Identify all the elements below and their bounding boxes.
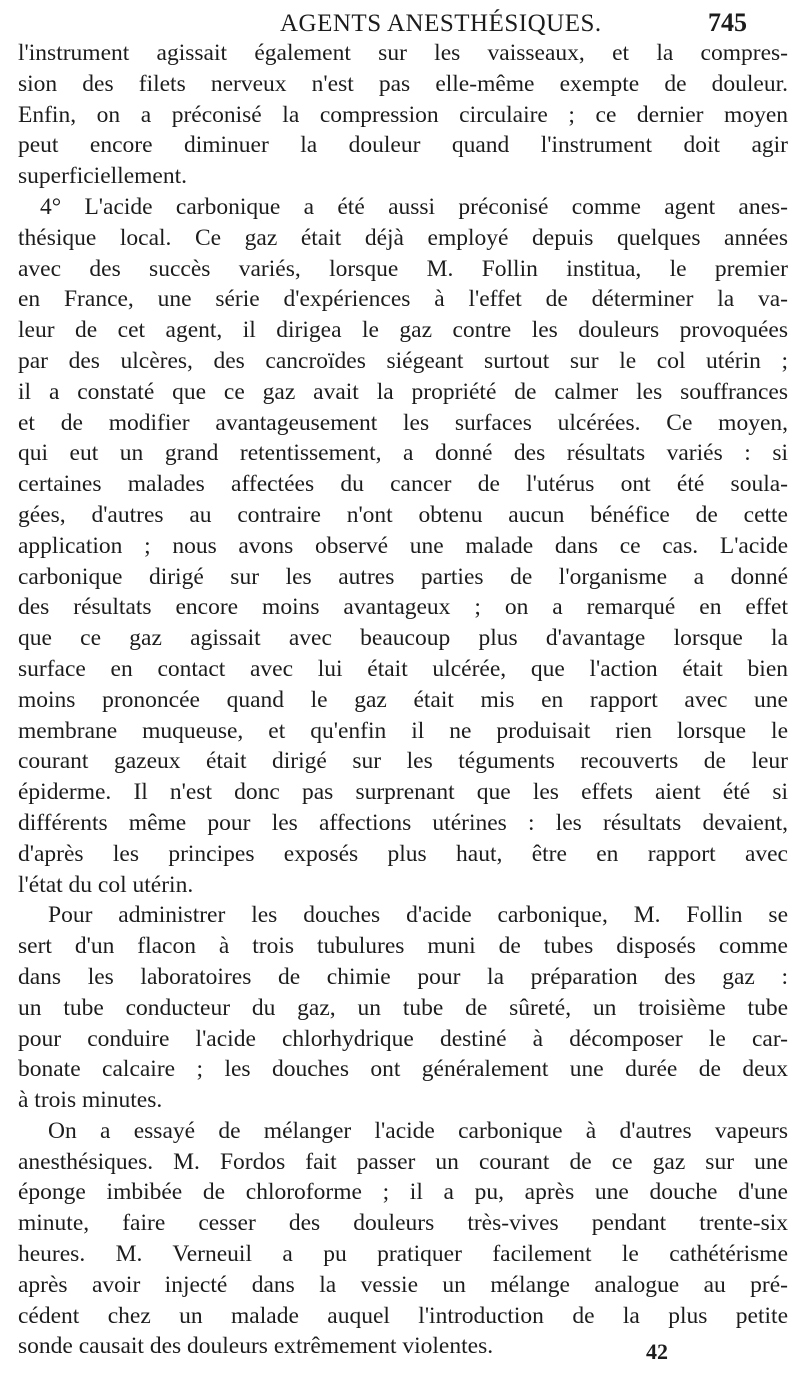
body-text <box>18 38 788 1362</box>
text-line: éponge imbibée de chloroforme ; il a pu, après une douche d'une <box>18 1179 788 1206</box>
text-line: sion des filets nerveux n'est pas elle-même exempte de douleur. <box>18 70 788 97</box>
text-line: minute, faire cesser des douleurs très-vives pendant trente-six <box>18 1210 788 1237</box>
text-line: peut encore diminuer la douleur quand l'instrument doit agir <box>18 132 788 159</box>
text-line: avec des succès variés, lorsque M. Follin institua, le premier <box>18 255 788 282</box>
text-line: 4° L'acide carbonique a été aussi préconisé comme agent anes- <box>40 193 788 220</box>
text-line: thésique local. Ce gaz était déjà employé depuis quelques années <box>18 224 788 251</box>
text-line: épiderme. Il n'est donc pas surprenant que les effets aient été si <box>18 779 788 806</box>
text-line: d'après les principes exposés plus haut, être en rapport avec <box>18 840 788 867</box>
text-line: bonate calcaire ; les douches ont généralement une durée de deux <box>18 1056 788 1083</box>
text-line: anesthésiques. M. Fordos fait passer un courant de ce gaz sur une <box>18 1148 788 1175</box>
text-line: leur de cet agent, il dirigea le gaz contre les douleurs provoquées <box>18 317 788 344</box>
signature-mark: 42 <box>646 1339 668 1364</box>
text-line: différents même pour les affections utérines : les résultats devaient, <box>18 809 788 836</box>
text-line: membrane muqueuse, et qu'enfin il ne produisait rien lorsque le <box>18 717 788 744</box>
text-line: par des ulcères, des cancroïdes siégeant surtout sur le col utérin ; <box>18 347 788 374</box>
text-line: il a constaté que ce gaz avait la propriété de calmer les souffrances <box>18 378 788 405</box>
text-line: superficiellement. <box>18 163 187 190</box>
text-line: surface en contact avec lui était ulcérée, que l'action était bien <box>18 655 788 682</box>
text-line: qui eut un grand retentissement, a donné des résultats variés : si <box>18 440 788 467</box>
text-line: certaines malades affectées du cancer de l'utérus ont été soula- <box>18 471 788 498</box>
text-line: carbonique dirigé sur les autres parties de l'organisme a donné <box>18 563 788 590</box>
text-line: courant gazeux était dirigé sur les téguments recouverts de leur <box>18 748 788 775</box>
text-line: application ; nous avons observé une malade dans ce cas. L'acide <box>18 532 788 559</box>
running-title: AGENTS ANESTHÉSIQUES. <box>280 10 602 37</box>
text-line: dans les laboratoires de chimie pour la préparation des gaz : <box>18 963 788 990</box>
text-line: que ce gaz agissait avec beaucoup plus d'avantage lorsque la <box>18 625 788 652</box>
text-line: pour conduire l'acide chlorhydrique destiné à décomposer le car- <box>18 1025 788 1052</box>
text-line: sert d'un flacon à trois tubulures muni de tubes disposés comme <box>18 933 788 960</box>
text-line: à trois minutes. <box>18 1087 163 1114</box>
text-line: Enfin, on a préconisé la compression circulaire ; ce dernier moyen <box>18 101 788 128</box>
text-line: l'état du col utérin. <box>18 871 194 898</box>
text-line: après avoir injecté dans la vessie un mélange analogue au pré- <box>18 1271 788 1298</box>
text-line: heures. M. Verneuil a pu pratiquer facilement le cathétérisme <box>18 1241 788 1268</box>
text-line: gées, d'autres au contraire n'ont obtenu aucun bénéfice de cette <box>18 501 788 528</box>
text-line: en France, une série d'expériences à l'effet de déterminer la va- <box>18 286 788 313</box>
text-line: des résultats encore moins avantageux ; on a remarqué en effet <box>18 594 788 621</box>
text-line: On a essayé de mélanger l'acide carbonique à d'autres vapeurs <box>48 1117 788 1144</box>
text-line: sonde causait des douleurs extrêmement violentes. <box>18 1333 494 1360</box>
text-line: moins prononcée quand le gaz était mis en rapport avec une <box>18 686 788 713</box>
text-line: et de modifier avantageusement les surfaces ulcérées. Ce moyen, <box>18 409 788 436</box>
page-number: 745 <box>708 8 747 37</box>
text-line: un tube conducteur du gaz, un tube de sûreté, un troisième tube <box>18 994 788 1021</box>
text-line: Pour administrer les douches d'acide carbonique, M. Follin se <box>48 902 788 929</box>
text-line: l'instrument agissait également sur les vaisseaux, et la compres- <box>18 40 788 66</box>
text-line: cédent chez un malade auquel l'introduction de la plus petite <box>18 1302 788 1329</box>
